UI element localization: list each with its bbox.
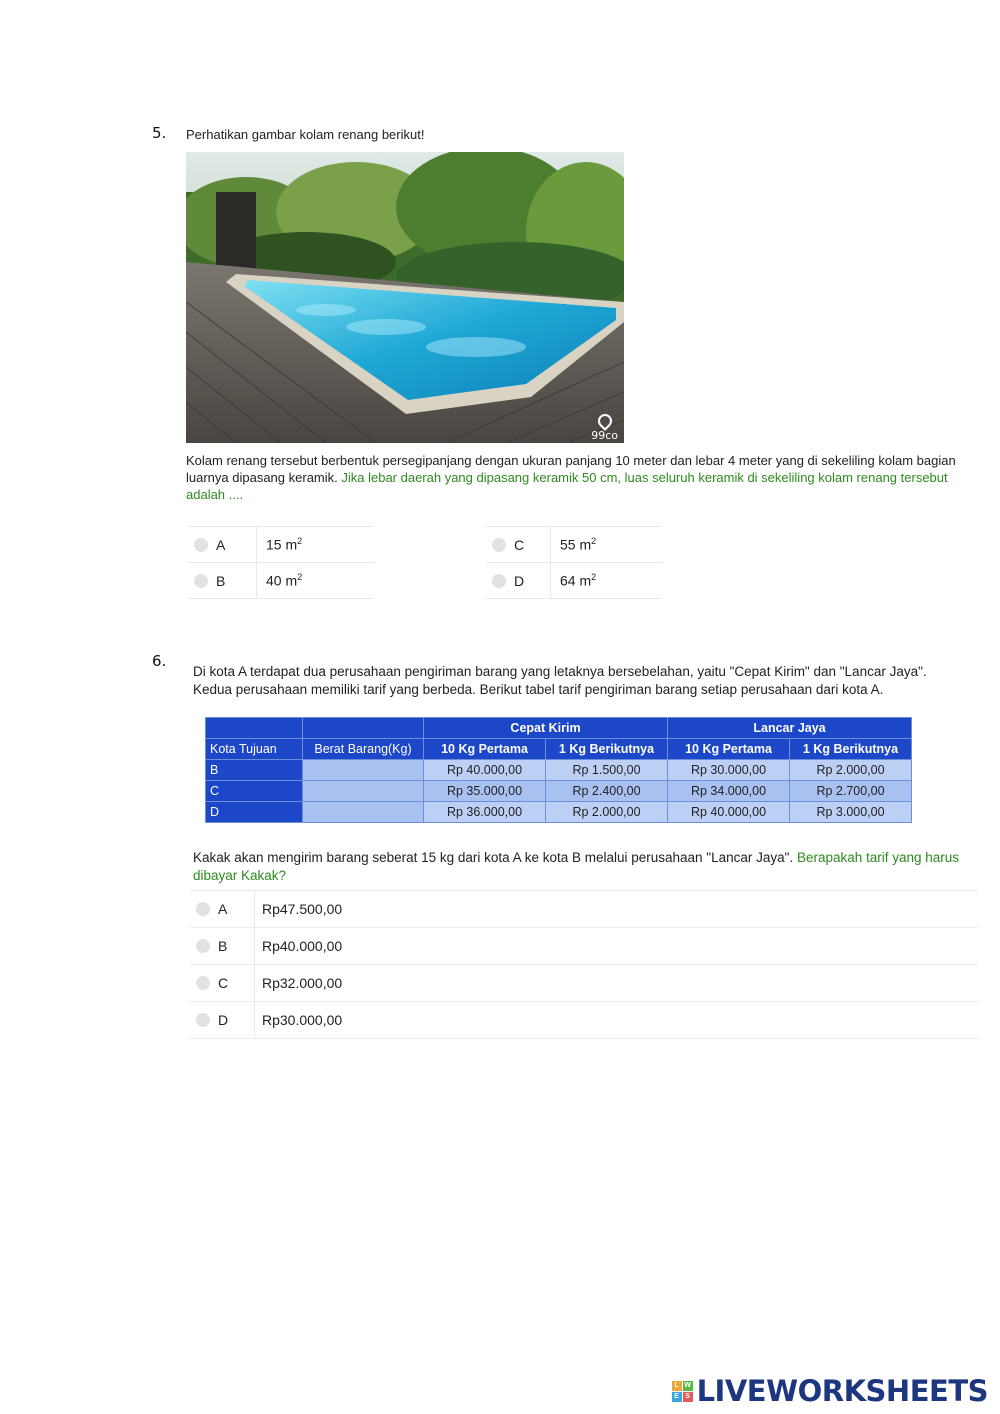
header-ck-first: 10 Kg Pertama xyxy=(424,739,546,760)
intro-line-2: Kedua perusahaan memiliki tarif yang berbeda. Berikut tabel tarif pengiriman barang setiap perusahaan dari kota A. xyxy=(193,682,884,697)
header-cepat-kirim: Cepat Kirim xyxy=(424,718,668,739)
radio-b[interactable] xyxy=(196,939,210,953)
price-cell: Rp 2.000,00 xyxy=(546,802,668,823)
divider xyxy=(256,527,257,562)
intro-line-1: Di kota A terdapat dua perusahaan pengiriman barang yang letaknya bersebelahan, yaitu "Cepat Kirim" dan "Lancar Jaya". xyxy=(193,664,927,679)
divider xyxy=(256,563,257,598)
table-row xyxy=(206,781,912,802)
price-cell: Rp 1.500,00 xyxy=(546,760,668,781)
option-letter: D xyxy=(218,1012,229,1028)
price-cell: Rp 40.000,00 xyxy=(668,802,790,823)
city-cell: C xyxy=(206,781,303,802)
question-5-ask: Jika lebar daerah yang dipasang keramik 50 cm, luas seluruh keramik di sekeliling kolam renang tersebut adalah .... xyxy=(186,470,948,502)
header-lj-next: 1 Kg Berikutnya xyxy=(790,739,912,760)
price-cell: Rp 30.000,00 xyxy=(668,760,790,781)
divider xyxy=(254,965,255,1001)
liveworksheets-logo xyxy=(672,1374,988,1408)
brand-name: LIVEWORKSHEETS xyxy=(696,1374,988,1408)
weight-cell xyxy=(303,781,424,802)
divider xyxy=(254,891,255,927)
option-value: 40 $m^2$ xyxy=(266,572,303,589)
question-5-number: 5. xyxy=(152,124,167,142)
option-value: 64 $m^2$ xyxy=(560,572,597,589)
question-6-text xyxy=(193,849,983,885)
option-value: Rp30.000,00 xyxy=(262,1012,343,1028)
city-cell: D xyxy=(206,802,303,823)
option-letter: C xyxy=(218,975,229,991)
city-cell: B xyxy=(206,760,303,781)
question-6-ask: Berapakah tarif yang harus dibayar Kakak? xyxy=(193,850,960,883)
divider xyxy=(254,928,255,964)
price-cell: Rp 40.000,00 xyxy=(424,760,546,781)
radio-a[interactable] xyxy=(196,902,210,916)
option-letter: C xyxy=(514,536,525,553)
option-b[interactable] xyxy=(190,928,978,965)
option-d[interactable] xyxy=(190,1002,978,1039)
question-5-text xyxy=(186,452,976,503)
price-cell: Rp 36.000,00 xyxy=(424,802,546,823)
header-blank xyxy=(206,718,303,739)
header-blank xyxy=(303,718,424,739)
option-letter: A xyxy=(218,901,228,917)
table-header-companies xyxy=(206,718,912,739)
option-letter: A xyxy=(216,536,226,553)
option-value: Rp32.000,00 xyxy=(262,975,343,991)
divider xyxy=(254,1002,255,1038)
price-cell: Rp 3.000,00 xyxy=(790,802,912,823)
option-letter: D xyxy=(514,572,525,589)
radio-d[interactable] xyxy=(492,574,506,588)
tariff-table xyxy=(205,717,912,823)
question-5-options-right xyxy=(486,526,662,599)
header-ck-next: 1 Kg Berikutnya xyxy=(546,739,668,760)
question-5-prompt: Perhatikan gambar kolam renang berikut! xyxy=(186,127,425,142)
question-5-statement: Kolam renang tersebut berbentuk persegipanjang dengan ukuran panjang 10 meter dan lebar 4 meter yang di sekeliling kolam bagian luarnya dipasang keramik. xyxy=(186,453,956,485)
radio-c[interactable] xyxy=(492,538,506,552)
question-6-statement: Kakak akan mengirim barang seberat 15 kg dari kota A ke kota B melalui perusahaan "Lancar Jaya". xyxy=(193,850,797,865)
question-6-options xyxy=(190,890,978,1039)
option-value: Rp47.500,00 xyxy=(262,901,343,917)
question-5-options-left xyxy=(188,526,374,599)
swimming-pool-photo xyxy=(186,152,624,443)
option-value: 55 $m^2$ xyxy=(560,536,597,553)
header-lj-first: 10 Kg Pertama xyxy=(668,739,790,760)
question-6-number: 6. xyxy=(152,652,167,670)
table-row xyxy=(206,802,912,823)
option-d[interactable] xyxy=(486,563,662,599)
option-a[interactable] xyxy=(188,527,374,563)
header-lancar-jaya: Lancar Jaya xyxy=(668,718,912,739)
radio-a[interactable] xyxy=(194,538,208,552)
option-c[interactable] xyxy=(486,527,662,563)
header-berat-barang: Berat Barang(Kg) xyxy=(303,739,424,760)
divider xyxy=(550,527,551,562)
radio-d[interactable] xyxy=(196,1013,210,1027)
option-letter: B xyxy=(218,938,228,954)
location-pin-icon xyxy=(595,411,615,431)
price-cell: Rp 2.000,00 xyxy=(790,760,912,781)
question-6-intro xyxy=(193,663,983,699)
header-kota-tujuan: Kota Tujuan xyxy=(206,739,303,760)
radio-c[interactable] xyxy=(196,976,210,990)
option-value: Rp40.000,00 xyxy=(262,938,343,954)
option-c[interactable] xyxy=(190,965,978,1002)
divider xyxy=(550,563,551,598)
option-b[interactable] xyxy=(188,563,374,599)
table-row xyxy=(206,760,912,781)
price-cell: Rp 2.700,00 xyxy=(790,781,912,802)
liveworksheets-logo-icon: L W E S xyxy=(672,1381,693,1402)
option-value: 15 $m^2$ xyxy=(266,536,303,553)
table-header-columns xyxy=(206,739,912,760)
weight-cell xyxy=(303,760,424,781)
radio-b[interactable] xyxy=(194,574,208,588)
option-letter: B xyxy=(216,572,226,589)
price-cell: Rp 34.000,00 xyxy=(668,781,790,802)
photo-watermark: 99co xyxy=(591,414,618,441)
price-cell: Rp 35.000,00 xyxy=(424,781,546,802)
price-cell: Rp 2.400,00 xyxy=(546,781,668,802)
weight-cell xyxy=(303,802,424,823)
option-a[interactable] xyxy=(190,891,978,928)
